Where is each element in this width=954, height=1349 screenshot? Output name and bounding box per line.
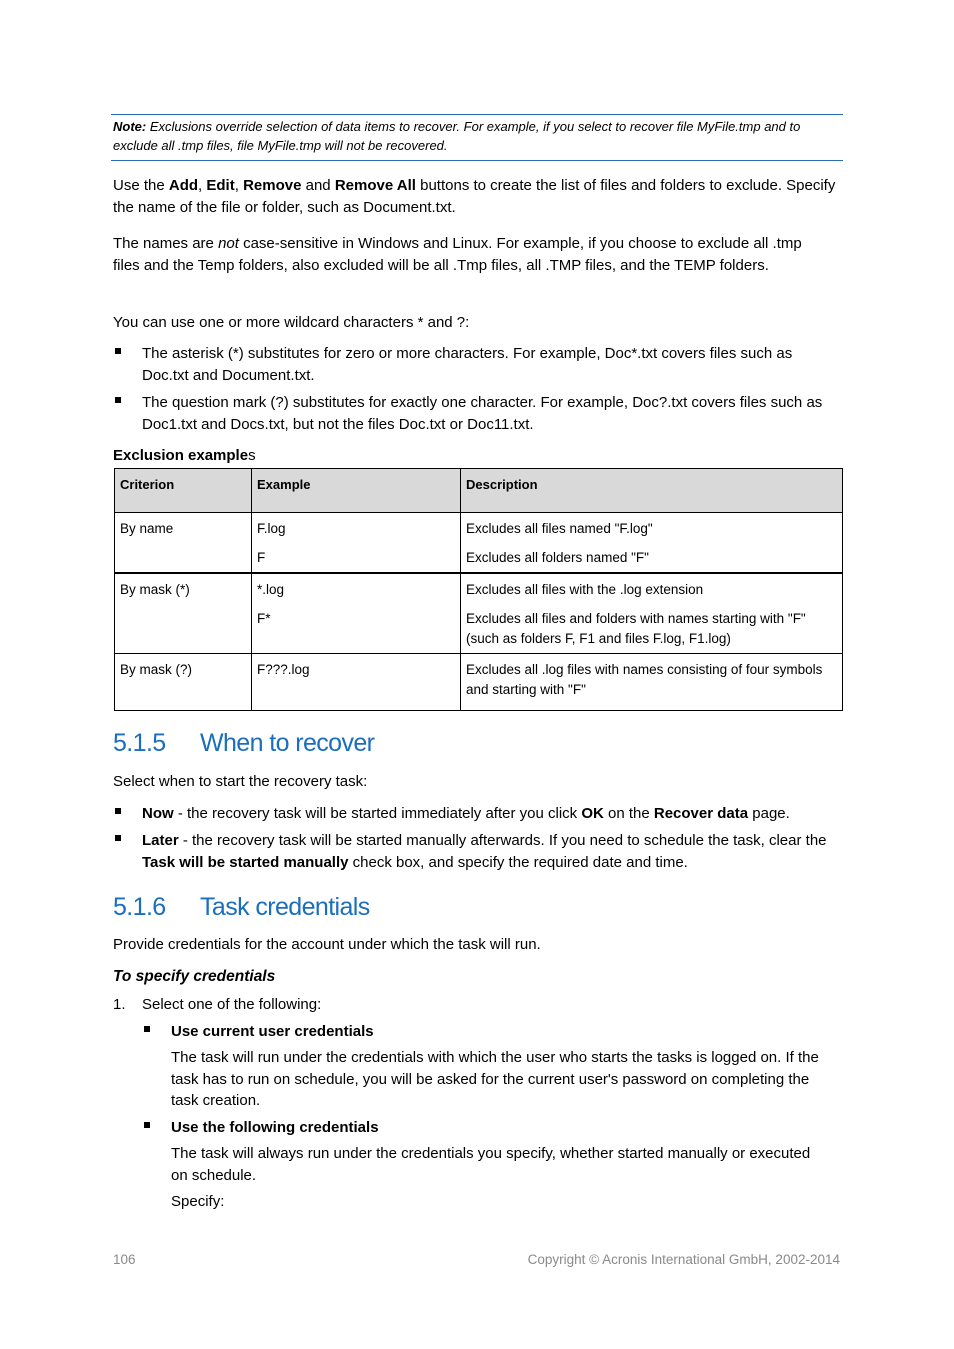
table-row <box>115 654 843 711</box>
emphasis: not <box>218 235 239 252</box>
bullet-square-icon <box>144 1122 150 1128</box>
option-now <box>142 803 842 825</box>
section-title: Task credentials <box>200 893 370 921</box>
example-value: F???.log <box>257 662 310 677</box>
bullet-square-icon <box>115 835 121 841</box>
description-value: Excludes all files with the .log extension <box>466 582 704 597</box>
remove-all-term: Remove All <box>334 177 416 194</box>
copyright: Copyright © Acronis International GmbH, 2002-2014 <box>527 1252 840 1267</box>
term: Task will be started manually <box>142 853 349 871</box>
caption-bold: Exclusion example <box>113 447 249 464</box>
description-value: Excludes all .log files with names consisting of four symbols and starting with "F" <box>466 662 823 697</box>
section-number: 5.1.6 <box>113 893 166 921</box>
step-text: Select one of the following: <box>142 996 322 1013</box>
example-cell <box>252 654 461 711</box>
example-cell <box>252 573 461 654</box>
bullet-square-icon <box>144 1026 150 1032</box>
example-value: F.log <box>257 521 286 536</box>
header-description: Description <box>461 469 843 513</box>
option-following-text: The task will always run under the credentials you specify, whether started manually or executed on schedule. <box>171 1145 811 1184</box>
description-cell <box>461 513 843 574</box>
description-cell <box>461 654 843 711</box>
remove-term: Remove <box>243 177 302 194</box>
text: , <box>198 177 207 194</box>
criterion-cell: By mask (?) <box>115 654 252 711</box>
table-header-row <box>115 469 843 513</box>
bullet-square-icon <box>115 397 121 403</box>
section-number: 5.1.5 <box>113 729 166 757</box>
exclusion-examples-table <box>114 468 843 711</box>
header-example: Example <box>252 469 461 513</box>
case-sensitivity-paragraph <box>113 233 825 276</box>
option-following-title: Use the following credentials <box>171 1119 379 1136</box>
note-label: Note: <box>113 119 147 134</box>
term: Later <box>142 832 179 849</box>
when-intro: Select when to start the recovery task: <box>113 773 368 790</box>
bullet-square-icon <box>115 348 121 354</box>
step-number: 1. <box>113 996 126 1013</box>
wildcard-asterisk-item: The asterisk (*) substitutes for zero or more characters. For example, Doc*.txt covers files such as Doc.txt and Document.txt. <box>142 345 793 384</box>
table-caption <box>113 446 256 466</box>
text: case-sensitive in Windows and Linux. For example, if you choose to exclude all .tmp files and the Temp folders, also excluded will be all .Tmp files, all .TMP files, and the TEMP folders. <box>113 235 802 274</box>
buttons-paragraph <box>113 175 843 218</box>
section-heading-when-to-recover <box>113 729 374 758</box>
criterion-cell: By mask (*) <box>115 573 252 654</box>
add-term: Add <box>168 177 199 194</box>
example-cell <box>252 513 461 574</box>
page-number: 106 <box>113 1252 136 1267</box>
table-row <box>115 573 843 654</box>
option-later <box>142 830 832 873</box>
section-title: When to recover <box>200 729 375 757</box>
text: Use the <box>113 177 169 194</box>
text: and <box>301 177 335 194</box>
note-box <box>111 114 843 161</box>
description-value: Excludes all files named "F.log" <box>466 521 653 536</box>
example-value: *.log <box>257 582 285 597</box>
text: on the <box>603 805 654 822</box>
bullet-square-icon <box>115 808 121 814</box>
note-text: Exclusions override selection of data items to recover. For example, if you select to recover file MyFile.tmp and to exclude all .tmp files, file MyFile.tmp will not be recovered. <box>113 119 801 153</box>
credentials-intro: Provide credentials for the account under which the task will run. <box>113 936 541 953</box>
wildcard-question-item: The question mark (?) substitutes for exactly one character. For example, Doc?.txt covers files such as Doc1.txt and Docs.txt, but not the files Doc.txt or Doc11.txt. <box>142 394 823 433</box>
section-heading-task-credentials <box>113 893 370 922</box>
edit-term: Edit <box>206 177 235 194</box>
option-current-user-text: The task will run under the credentials with which the user who starts the tasks is logged on. If the task has to run on schedule, you will be asked for the current user's password on completing the task creation. <box>171 1049 819 1109</box>
header-criterion: Criterion <box>115 469 252 513</box>
term: OK <box>581 805 604 822</box>
wildcard-intro: You can use one or more wildcard characters * and ?: <box>113 314 470 331</box>
criterion-cell: By name <box>115 513 252 574</box>
text: , <box>234 177 244 194</box>
description-cell <box>461 573 843 654</box>
specify-label: Specify: <box>171 1193 225 1210</box>
text: - the recovery task will be started manually afterwards. If you need to schedule the task, clear the <box>178 832 827 849</box>
procedure-title: To specify credentials <box>113 968 276 985</box>
description-value: Excludes all files and folders with names starting with "F" (such as folders F, F1 and files F.log, F1.log) <box>466 611 806 646</box>
table-row <box>115 513 843 574</box>
text: - the recovery task will be started immediately after you click <box>173 805 582 822</box>
example-value: F* <box>257 611 271 626</box>
text: check box, and specify the required date and time. <box>348 853 688 871</box>
description-value: Excludes all folders named "F" <box>466 550 649 565</box>
option-current-user-title: Use current user credentials <box>171 1023 374 1040</box>
text: buttons to create the list of files and folders to exclude. Specify the name of the file or folder, such as Document.txt. <box>113 177 836 216</box>
text: page. <box>748 805 790 822</box>
term: Recover data <box>653 805 749 822</box>
caption-rest: s <box>248 447 256 464</box>
term: Now <box>142 805 174 822</box>
text: The names are <box>113 235 219 252</box>
example-value: F <box>257 550 266 565</box>
